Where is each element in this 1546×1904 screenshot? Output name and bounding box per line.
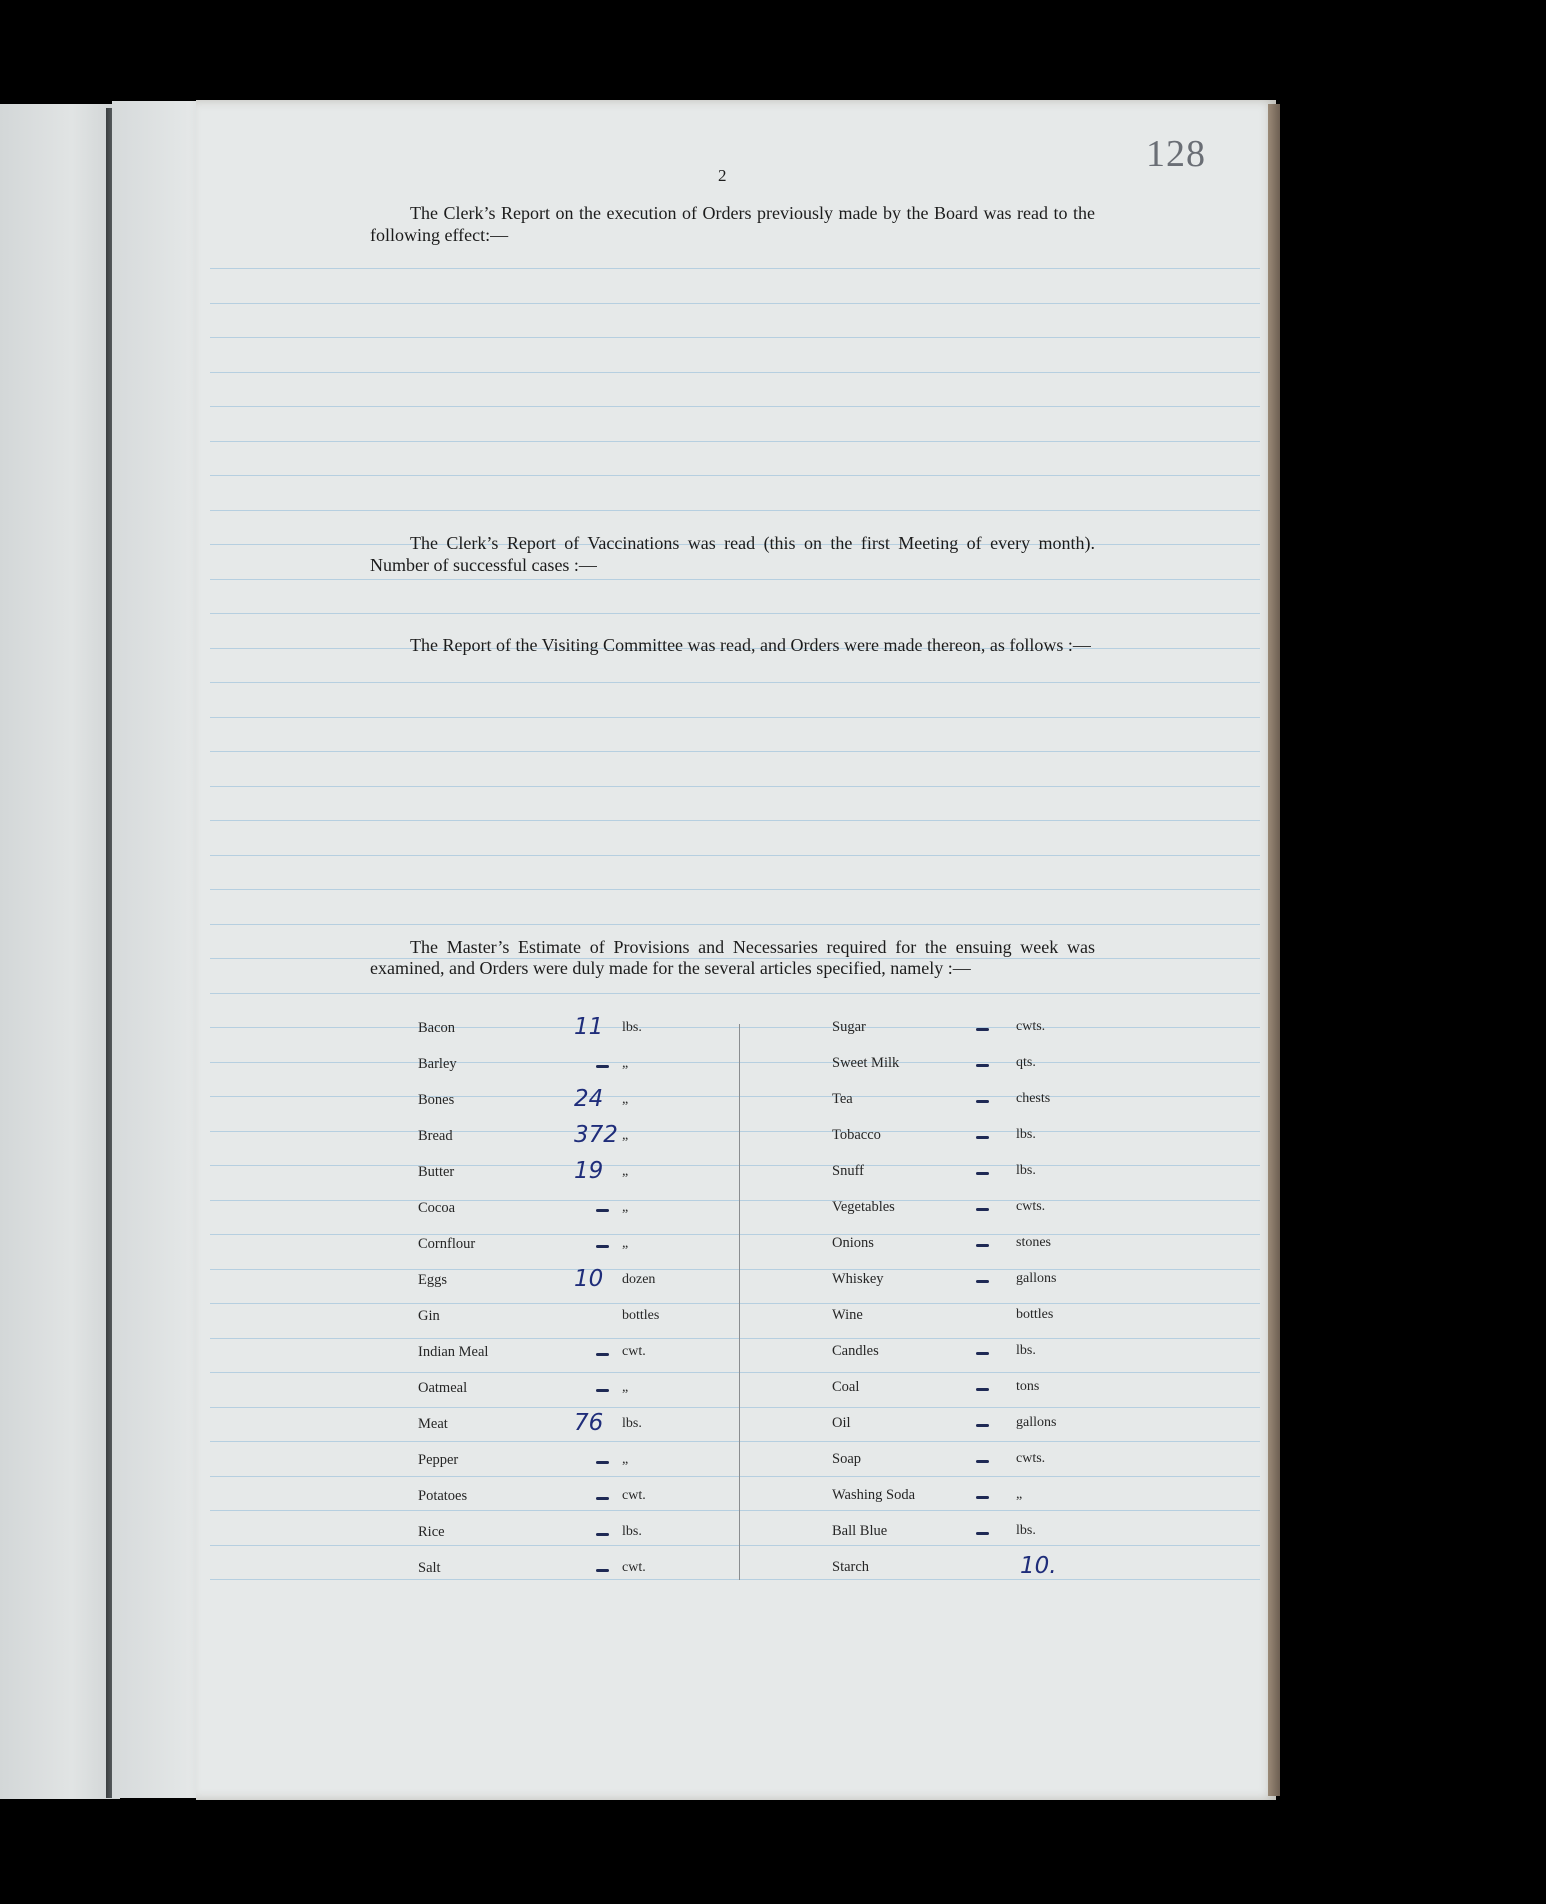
- nil-dash-mark: [596, 1065, 609, 1068]
- provision-item-name: Eggs: [418, 1272, 447, 1288]
- provision-unit: lbs.: [1016, 1127, 1036, 1142]
- nil-dash-mark: [976, 1388, 989, 1391]
- provision-unit: lbs.: [1016, 1163, 1036, 1178]
- provision-item-name: Candles: [832, 1343, 879, 1359]
- provision-unit: „: [622, 1236, 629, 1251]
- ruled-line: [210, 993, 1260, 994]
- provision-item-name: Bones: [418, 1092, 455, 1108]
- provision-unit: cwts.: [1016, 1199, 1046, 1214]
- provision-unit: „: [1016, 1487, 1023, 1502]
- provision-unit: „: [622, 1164, 629, 1179]
- provision-unit: „: [622, 1128, 629, 1143]
- provision-item-name: Pepper: [418, 1452, 459, 1468]
- handwritten-quantity: 372: [574, 1122, 618, 1148]
- provision-unit: cwt.: [622, 1488, 646, 1503]
- ruled-line: [210, 1200, 1260, 1201]
- ruled-line: [210, 613, 1260, 614]
- ruled-line: [210, 1579, 1260, 1580]
- nil-dash-mark: [976, 1496, 989, 1499]
- provision-item-name: Washing Soda: [832, 1487, 916, 1503]
- ruled-line: [210, 579, 1260, 580]
- nil-dash-mark: [596, 1245, 609, 1248]
- ruled-line: [210, 717, 1260, 718]
- vaccinations-paragraph: [370, 532, 1095, 576]
- handwritten-quantity: 24: [574, 1086, 604, 1112]
- ruled-line: [210, 441, 1260, 442]
- provision-unit: „: [622, 1092, 629, 1107]
- ruled-line: [210, 1545, 1260, 1546]
- ruled-line: [210, 1096, 1260, 1097]
- provision-unit: cwts.: [1016, 1451, 1046, 1466]
- masters-estimate-text: The Master’s Estimate of Provisions and Necessaries required for the ensuing week was examined, and Orders were duly made for the several articles specified, namely :—: [370, 937, 1095, 978]
- ruled-line: [210, 1062, 1260, 1063]
- facing-page: [0, 104, 120, 1799]
- provision-item-name: Oil: [832, 1415, 851, 1431]
- provision-item-name: Indian Meal: [418, 1344, 489, 1360]
- ruled-line: [210, 1338, 1260, 1339]
- provision-item-name: Barley: [418, 1056, 457, 1072]
- provision-unit: cwts.: [1016, 1019, 1046, 1034]
- ruled-line: [210, 924, 1260, 925]
- nil-dash-mark: [976, 1532, 989, 1535]
- provision-unit: tons: [1016, 1379, 1040, 1394]
- provision-unit: gallons: [1016, 1271, 1057, 1286]
- nil-dash-mark: [596, 1497, 609, 1500]
- column-divider: [739, 1024, 740, 1580]
- provision-item-name: Potatoes: [418, 1488, 468, 1504]
- ruled-line: [210, 1303, 1260, 1304]
- nil-dash-mark: [976, 1352, 989, 1355]
- provision-unit: lbs.: [622, 1416, 642, 1431]
- ruled-line: [210, 1372, 1260, 1373]
- provision-item-name: Ball Blue: [832, 1523, 888, 1539]
- nil-dash-mark: [596, 1533, 609, 1536]
- provision-unit: lbs.: [1016, 1523, 1036, 1538]
- provision-item-name: Sugar: [832, 1019, 866, 1035]
- provision-item-name: Meat: [418, 1416, 448, 1432]
- provision-item-name: Butter: [418, 1164, 455, 1180]
- page-stack-edge: [1268, 104, 1280, 1796]
- provision-item-name: Tobacco: [832, 1127, 881, 1143]
- provision-unit: qts.: [1016, 1055, 1036, 1070]
- nil-dash-mark: [976, 1028, 989, 1031]
- provision-unit: lbs.: [1016, 1343, 1036, 1358]
- ruled-line: [210, 855, 1260, 856]
- ruled-line: [210, 1441, 1260, 1442]
- provision-item-name: Vegetables: [832, 1199, 895, 1215]
- ruled-line: [210, 1234, 1260, 1235]
- nil-dash-mark: [976, 1460, 989, 1463]
- provision-item-name: Soap: [832, 1451, 861, 1467]
- nil-dash-mark: [596, 1461, 609, 1464]
- ruled-line: [210, 820, 1260, 821]
- clerks-orders-paragraph: [370, 202, 1095, 246]
- ruled-line: [210, 406, 1260, 407]
- handwritten-quantity: 11: [574, 1014, 604, 1040]
- ruled-line: [210, 510, 1260, 511]
- clerks-orders-text: The Clerk’s Report on the execution of Orders previously made by the Board was read to the following effect:—: [370, 203, 1095, 245]
- vaccinations-text: The Clerk’s Report of Vaccinations was read (this on the first Meeting of every month). Number of successful cases :—: [370, 533, 1095, 575]
- provision-unit: „: [622, 1056, 629, 1071]
- ruled-line: [210, 303, 1260, 304]
- provision-unit: chests: [1016, 1091, 1051, 1106]
- provision-item-name: Coal: [832, 1379, 860, 1395]
- nil-dash-mark: [596, 1389, 609, 1392]
- visiting-committee-paragraph: [370, 634, 1095, 656]
- handwritten-quantity: 76: [574, 1410, 604, 1436]
- ruled-line: [210, 1027, 1260, 1028]
- nil-dash-mark: [976, 1136, 989, 1139]
- provision-unit: gallons: [1016, 1415, 1057, 1430]
- provision-unit: dozen: [622, 1272, 656, 1287]
- provision-item-name: Snuff: [832, 1163, 864, 1179]
- provision-item-name: Wine: [832, 1307, 863, 1323]
- provision-item-name: Cocoa: [418, 1200, 456, 1216]
- provision-unit: lbs.: [622, 1020, 642, 1035]
- ruled-line: [210, 889, 1260, 890]
- provision-item-name: Tea: [832, 1091, 853, 1107]
- provision-item-name: Whiskey: [832, 1271, 884, 1287]
- provision-unit: „: [622, 1452, 629, 1467]
- ruled-line: [210, 1510, 1260, 1511]
- ruled-line: [210, 268, 1260, 269]
- ruled-line: [210, 1131, 1260, 1132]
- nil-dash-mark: [976, 1100, 989, 1103]
- visiting-committee-text: The Report of the Visiting Committee was read, and Orders were made thereon, as follows :—: [410, 635, 1091, 655]
- nil-dash-mark: [976, 1280, 989, 1283]
- ruled-line: [210, 1476, 1260, 1477]
- nil-dash-mark: [976, 1424, 989, 1427]
- provision-item-name: Onions: [832, 1235, 874, 1251]
- nil-dash-mark: [596, 1353, 609, 1356]
- provision-unit: „: [622, 1380, 629, 1395]
- handwritten-quantity: 19: [574, 1158, 604, 1184]
- handwritten-quantity: 10: [574, 1266, 604, 1292]
- provision-item-name: Rice: [418, 1524, 445, 1540]
- nil-dash-mark: [596, 1569, 609, 1572]
- provision-item-name: Bread: [418, 1128, 453, 1144]
- nil-dash-mark: [976, 1244, 989, 1247]
- provision-unit: „: [622, 1200, 629, 1215]
- provision-unit: bottles: [1016, 1307, 1054, 1322]
- ruled-line: [210, 475, 1260, 476]
- provision-unit: lbs.: [622, 1524, 642, 1539]
- ruled-line: [210, 1407, 1260, 1408]
- provision-item-name: Bacon: [418, 1020, 456, 1036]
- ruled-line: [210, 786, 1260, 787]
- provision-item-name: Gin: [418, 1308, 440, 1324]
- nil-dash-mark: [976, 1064, 989, 1067]
- ruled-line: [210, 372, 1260, 373]
- provision-unit: bottles: [622, 1308, 660, 1323]
- ruled-line: [210, 1269, 1260, 1270]
- folio-number: 128: [1146, 133, 1206, 175]
- ruled-line: [210, 751, 1260, 752]
- provision-item-name: Oatmeal: [418, 1380, 468, 1396]
- ruled-line: [210, 682, 1260, 683]
- handwritten-quantity: 10.: [1020, 1553, 1057, 1579]
- nil-dash-mark: [596, 1209, 609, 1212]
- provision-item-name: Salt: [418, 1560, 441, 1576]
- provision-unit: cwt.: [622, 1560, 646, 1575]
- nil-dash-mark: [976, 1208, 989, 1211]
- ruled-line: [210, 1165, 1260, 1166]
- provision-unit: cwt.: [622, 1344, 646, 1359]
- nil-dash-mark: [976, 1172, 989, 1175]
- masters-estimate-paragraph: [370, 937, 1095, 979]
- ruled-line: [210, 337, 1260, 338]
- provision-item-name: Sweet Milk: [832, 1055, 900, 1071]
- page-number: 2: [718, 166, 727, 185]
- provision-item-name: Starch: [832, 1559, 870, 1575]
- provision-unit: stones: [1016, 1235, 1051, 1250]
- provision-item-name: Cornflour: [418, 1236, 476, 1252]
